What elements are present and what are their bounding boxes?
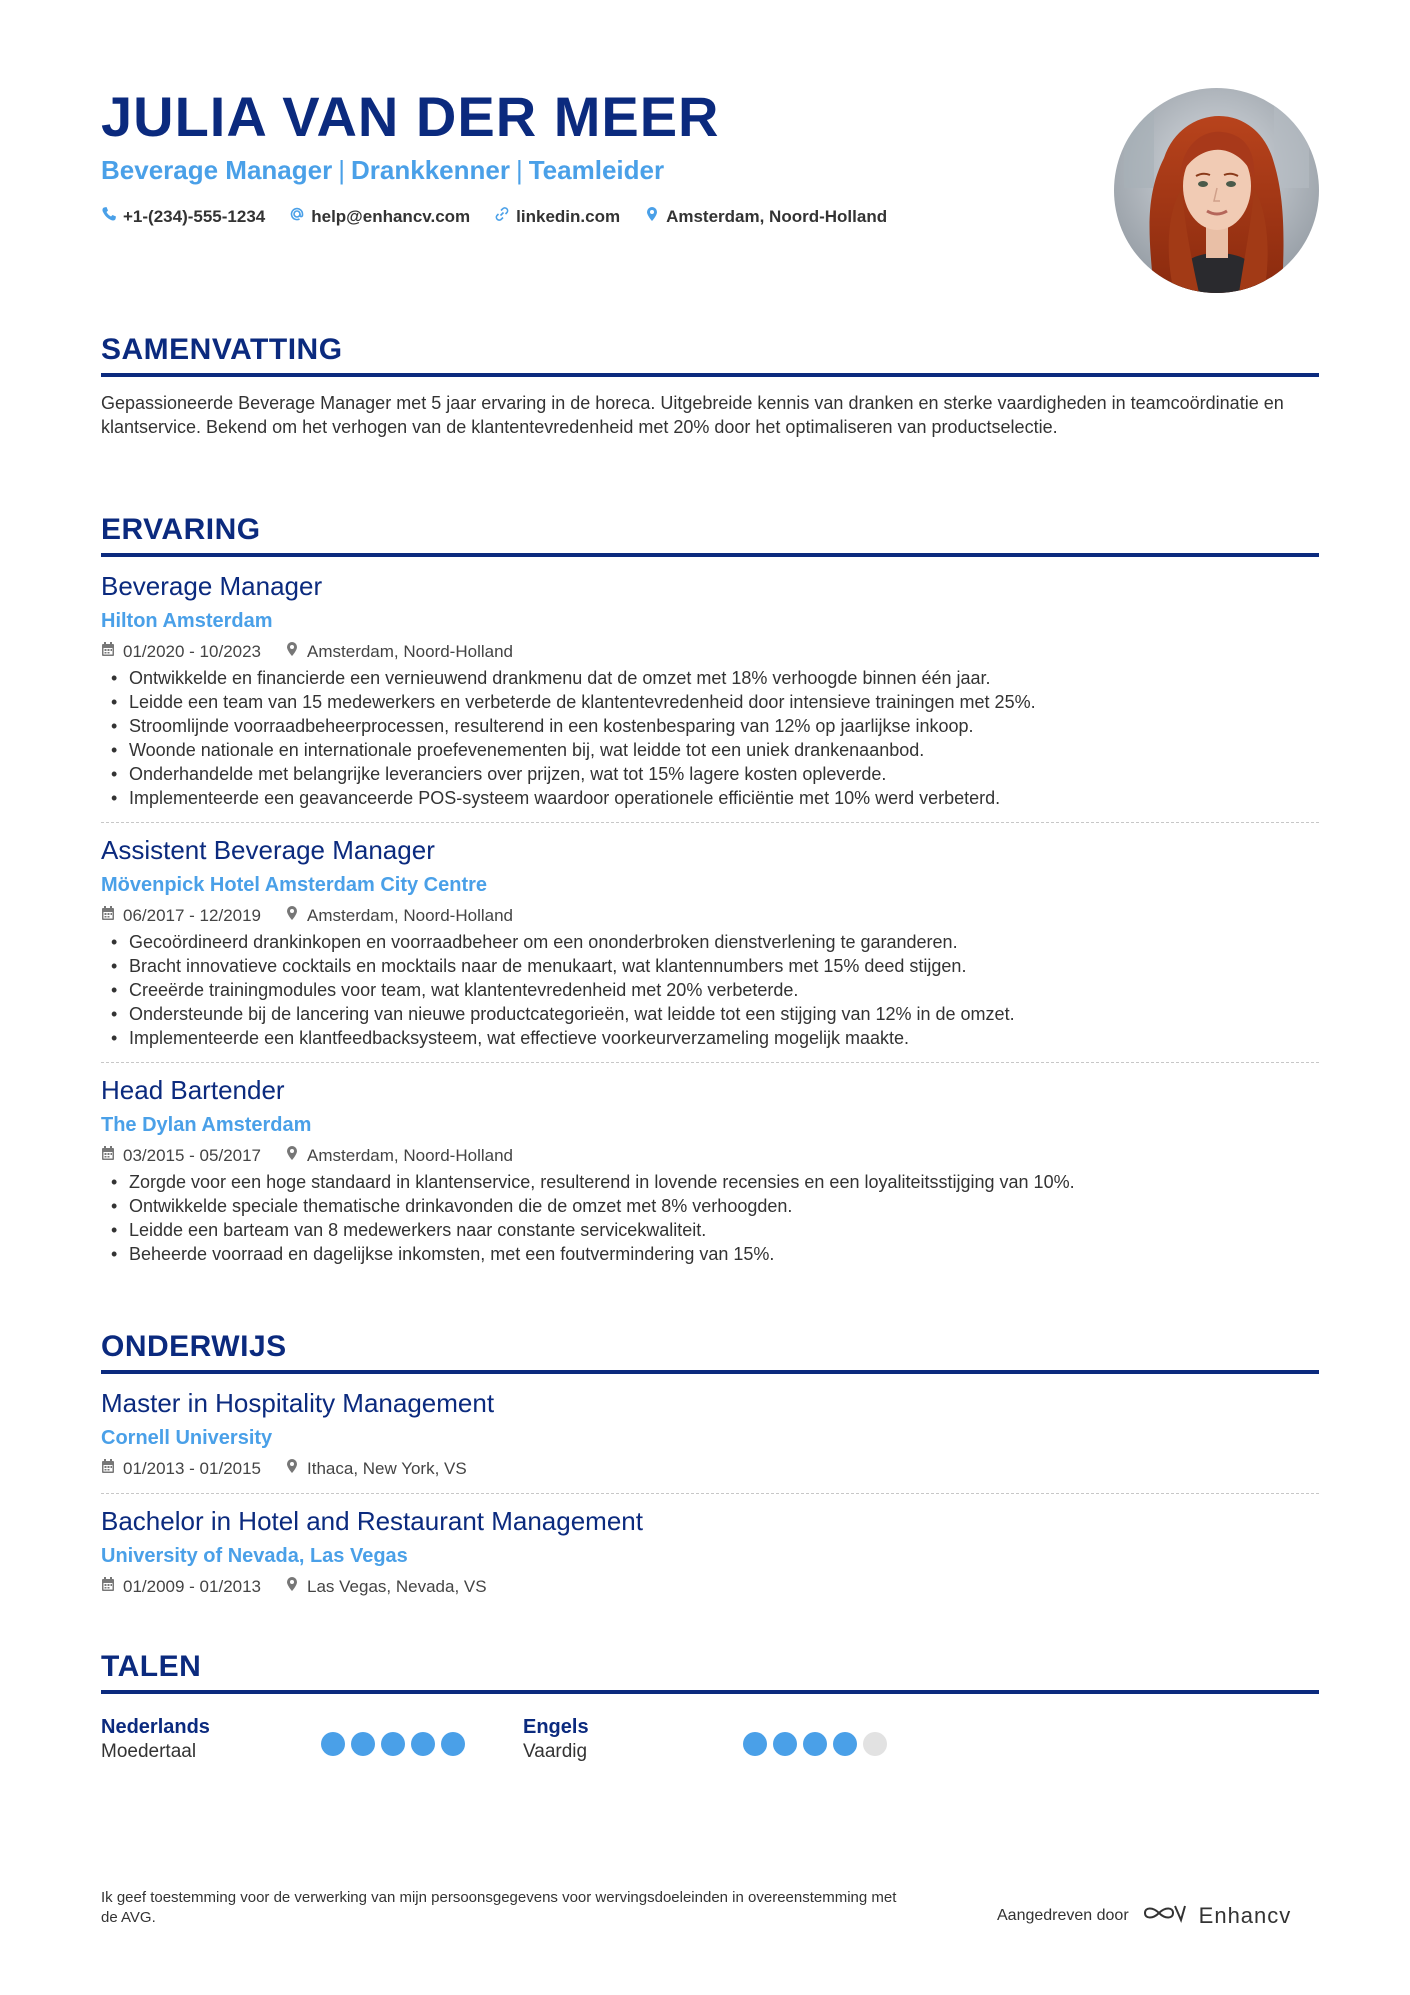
education-meta — [101, 1458, 1319, 1479]
enhancv-logo-icon — [1141, 1902, 1187, 1929]
language-text — [523, 1716, 743, 1763]
job-meta — [101, 1145, 1319, 1166]
section-divider — [101, 1690, 1319, 1694]
section-divider — [101, 553, 1319, 557]
brand-name: Enhancv — [1198, 1902, 1292, 1928]
powered-by[interactable] — [997, 1902, 1291, 1929]
language-list — [101, 1716, 1319, 1763]
location-text: Ithaca, New York, VS — [307, 1458, 467, 1478]
experience-entry — [101, 1075, 1319, 1266]
section-title-languages: TALEN — [101, 1650, 202, 1683]
list-item: • Onderhandelde met belangrijke leveranciers over prijzen, wat tot 15% lagere kosten opleverde. — [101, 762, 1319, 786]
achievement-list — [101, 1170, 1319, 1266]
location-pin-icon — [285, 641, 299, 662]
education-section — [101, 1330, 1319, 1597]
calendar-icon — [101, 1576, 115, 1597]
list-item: • Implementeerde een geavanceerde POS-systeem waardoor operationele efficiëntie met 10% werd verbeterd. — [101, 786, 1319, 810]
linkedin-url: linkedin.com — [516, 206, 621, 226]
list-item: • Creeërde trainingmodules voor team, wat klantentevredenheid met 20% verbeterde. — [101, 978, 1319, 1002]
job-meta — [101, 641, 1319, 662]
location-pin-icon — [285, 1145, 299, 1166]
location-text: Amsterdam, Noord-Holland — [307, 1145, 513, 1165]
list-item: • Ontwikkelde en financierde een vernieuwend drankmenu dat de omzet met 18% verhoogde binnen één jaar. — [101, 666, 1319, 690]
section-divider — [101, 1370, 1319, 1374]
company-name: Hilton Amsterdam — [101, 610, 273, 632]
rating-dot-filled — [773, 1732, 797, 1756]
summary-text: Gepassioneerde Beverage Manager met 5 jaar ervaring in de horeca. Uitgebreide kennis van dranken en sterke vaardigheden in teamcoördinatie en klantservice. Bekend om het verhogen van de klantentevredenheid met 20% door het optimaliseren van productselectie. — [101, 393, 1284, 437]
location-text: Las Vegas, Nevada, VS — [307, 1576, 487, 1596]
list-item: • Bracht innovatieve cocktails en mocktails naar de menukaart, wat klantennumbers met 15% deed stijgen. — [101, 954, 1319, 978]
calendar-icon — [101, 1145, 115, 1166]
entry-divider — [101, 822, 1319, 823]
language-item — [101, 1716, 523, 1763]
job-dates — [101, 905, 261, 926]
section-divider — [101, 373, 1319, 377]
powered-by-label: Aangedreven door — [997, 1906, 1129, 1924]
education-meta — [101, 1576, 1319, 1597]
headline-title-1: Beverage Manager — [101, 155, 333, 185]
list-item: • Gecoördineerd drankinkopen en voorraadbeheer om een ononderbroken dienstverlening te garanderen. — [101, 930, 1319, 954]
entry-divider — [101, 1062, 1319, 1063]
company-name: Mövenpick Hotel Amsterdam City Centre — [101, 874, 488, 896]
location-pin-icon — [644, 206, 660, 227]
phone-number: +1-(234)-555-1234 — [123, 206, 266, 226]
section-title-summary: SAMENVATTING — [101, 333, 343, 366]
language-name: Nederlands — [101, 1716, 210, 1738]
language-name: Engels — [523, 1716, 589, 1738]
contact-row — [101, 206, 887, 227]
calendar-icon — [101, 905, 115, 926]
education-location — [285, 1576, 487, 1597]
calendar-icon — [101, 641, 115, 662]
education-location — [285, 1458, 467, 1479]
experience-entry — [101, 571, 1319, 810]
email-address: help@enhancv.com — [311, 206, 471, 226]
education-dates — [101, 1576, 261, 1597]
dates-text: 01/2013 - 01/2015 — [123, 1458, 262, 1478]
page-footer — [101, 1888, 1319, 1928]
dates-text: 01/2009 - 01/2013 — [123, 1576, 262, 1596]
list-item: • Ondersteunde bij de lancering van nieuwe productcategorieën, wat leidde tot een stijging van 12% in de omzet. — [101, 1002, 1319, 1026]
resume-page — [101, 0, 1319, 1762]
consent-text: Ik geef toestemming voor de verwerking van mijn persoonsgegevens voor wervingsdoeleinden in overeenstemming met de AVG. — [101, 1889, 897, 1926]
school-name: University of Nevada, Las Vegas — [101, 1545, 408, 1567]
education-entry — [101, 1388, 1319, 1479]
job-title: Head Bartender — [101, 1075, 285, 1105]
list-item: • Zorgde voor een hoge standaard in klantenservice, resulterend in lovende recensies en een loyaliteitsstijging van 10%. — [101, 1170, 1319, 1194]
list-item: • Leidde een team van 15 medewerkers en verbeterde de klantentevredenheid door intensieve trainingen met 25%. — [101, 690, 1319, 714]
dates-text: 06/2017 - 12/2019 — [123, 905, 262, 925]
degree-title: Bachelor in Hotel and Restaurant Management — [101, 1506, 643, 1536]
language-level: Moedertaal — [101, 1741, 197, 1762]
job-title: Beverage Manager — [101, 571, 323, 601]
dates-text: 03/2015 - 05/2017 — [123, 1145, 262, 1165]
list-item: • Stroomlijnde voorraadbeheerprocessen, resulterend in een kostenbesparing van 12% op jaarlijkse inkoop. — [101, 714, 1319, 738]
degree-title: Master in Hospitality Management — [101, 1388, 495, 1418]
headline-title-2: Drankkenner — [351, 155, 510, 185]
job-location — [285, 641, 513, 662]
location-text: Amsterdam, Noord-Holland — [307, 905, 513, 925]
phone-icon — [101, 206, 117, 227]
language-text — [101, 1716, 321, 1763]
profile-photo — [1114, 88, 1319, 293]
rating-dot-empty — [863, 1732, 887, 1756]
rating-dot-filled — [411, 1732, 435, 1756]
section-title-education: ONDERWIJS — [101, 1330, 287, 1363]
headline-separator: | — [515, 155, 523, 185]
contact-email[interactable] — [289, 206, 470, 227]
rating-dot-filled — [351, 1732, 375, 1756]
job-dates — [101, 1145, 261, 1166]
language-item — [523, 1716, 945, 1763]
at-icon — [289, 206, 305, 227]
location-pin-icon — [285, 1576, 299, 1597]
list-item: • Beheerde voorraad en dagelijkse inkomsten, met een foutvermindering van 15%. — [101, 1242, 1319, 1266]
list-item: • Ontwikkelde speciale thematische drinkavonden die de omzet met 8% verhoogden. — [101, 1194, 1319, 1218]
education-dates — [101, 1458, 261, 1479]
job-meta — [101, 905, 1319, 926]
achievement-list — [101, 666, 1319, 810]
contact-linkedin[interactable] — [494, 206, 620, 227]
calendar-icon — [101, 1458, 115, 1479]
list-item: • Woonde nationale en internationale proefevenementen bij, wat leidde tot een uniek drankenaanbod. — [101, 738, 1319, 762]
language-level: Vaardig — [523, 1741, 588, 1762]
entry-divider — [101, 1493, 1319, 1494]
rating-dot-filled — [833, 1732, 857, 1756]
candidate-name: JULIA VAN DER MEER — [101, 85, 720, 148]
language-rating — [321, 1732, 465, 1763]
job-title: Assistent Beverage Manager — [101, 835, 435, 865]
section-title-experience: ERVARING — [101, 513, 261, 546]
job-location — [285, 905, 513, 926]
rating-dot-filled — [381, 1732, 405, 1756]
experience-entry — [101, 835, 1319, 1050]
language-rating — [743, 1732, 887, 1763]
contact-phone[interactable] — [101, 206, 265, 227]
experience-section — [101, 513, 1319, 1266]
school-name: Cornell University — [101, 1427, 273, 1449]
headline-separator: | — [338, 155, 345, 185]
rating-dot-filled — [743, 1732, 767, 1756]
location-text: Amsterdam, Noord-Holland — [666, 206, 888, 226]
location-text: Amsterdam, Noord-Holland — [307, 641, 513, 661]
job-dates — [101, 641, 261, 662]
rating-dot-filled — [803, 1732, 827, 1756]
headline — [101, 155, 664, 186]
contact-location — [644, 206, 887, 227]
resume-header — [101, 0, 1319, 320]
rating-dot-filled — [321, 1732, 345, 1756]
company-name: The Dylan Amsterdam — [101, 1114, 312, 1136]
job-location — [285, 1145, 513, 1166]
education-entry — [101, 1506, 1319, 1597]
list-item: • Leidde een barteam van 8 medewerkers naar constante servicekwaliteit. — [101, 1218, 1319, 1242]
achievement-list — [101, 930, 1319, 1050]
headline-title-3: Teamleider — [528, 155, 665, 185]
languages-section — [101, 1650, 1319, 1763]
dates-text: 01/2020 - 10/2023 — [123, 641, 262, 661]
summary-section — [101, 333, 1319, 439]
location-pin-icon — [285, 1458, 299, 1479]
link-icon — [494, 206, 510, 227]
list-item: • Implementeerde een klantfeedbacksysteem, wat effectieve voorkeurverzameling mogelijk maakte. — [101, 1026, 1319, 1050]
rating-dot-filled — [441, 1732, 465, 1756]
location-pin-icon — [285, 905, 299, 926]
